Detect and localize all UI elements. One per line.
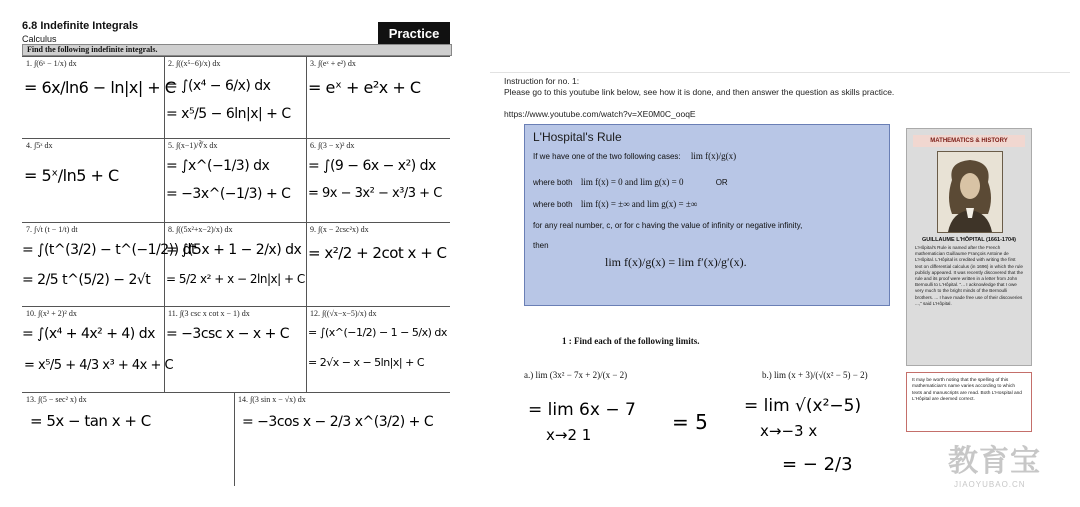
problem-text: 11. ∫(3 csc x cot x − 1) dx (168, 309, 250, 318)
handwritten-answer: = 6x/ln6 − ln|x| + C (24, 78, 176, 97)
watermark-chinese: 教育宝 (948, 445, 1041, 478)
rule-where-text: where both (533, 178, 573, 187)
handwritten-answer: = 9x − 3x² − x³/3 + C (308, 186, 442, 201)
note-body: It may be worth noting that the spelling of this mathematician's name varies according to which texts and manuscripts are read. Both L'Hospital and L'Hôpital are deemed correct. (912, 378, 1022, 403)
problem-text: 9. ∫(x − 2csc²x) dx (310, 225, 369, 234)
rule-formula: lim f(x)/g(x) = lim f′(x)/g′(x). (605, 255, 747, 269)
instruction-heading: Instruction for no. 1: (504, 76, 580, 86)
watermark-url: JIAOYUBAO.CN (954, 480, 1026, 489)
history-name: GUILLAUME L'HÔPITAL (1661-1704) (921, 237, 1016, 243)
handwritten-step: = ∫(x^(−1/2) − 1 − 5/x) dx (308, 326, 447, 339)
problem-text: 10. ∫(x² + 2)² dx (26, 309, 77, 318)
problem-text: 7. ∫√t (t − 1/t) dt (26, 225, 78, 234)
spelling-note (906, 372, 1032, 432)
handwritten-answer: = x²/2 + 2cot x + C (308, 244, 447, 262)
handwritten-step: = ∫(9 − 6x − x²) dx (308, 158, 436, 174)
handwritten-answer: = 5ˣ/ln5 + C (24, 166, 119, 185)
instruction-body: Please go to this youtube link below, see how it is done, and then answer the question as skills practice. (504, 87, 895, 97)
handwritten-step: = ∫x^(−1/3) dx (166, 158, 270, 174)
history-body: L'Hôpital's Rule is named after the French mathematician Guillaume François Antoine de L'Hôpital. L'Hôpital is credited with writing the first text on differential calculus (in 1696) in which the rule publicly appeared. It was recently discovered that the rule and its proof were written in a letter from John Bernoulli to L'Hôpital. "... I acknowledge that I owe very much to the bright minds of the Bernoulli brothers. ... I have made free use of their discoveries ...," said L'Hôpital. (915, 245, 1024, 306)
handwritten-answer: = x⁵/5 − 6ln|x| + C (166, 106, 291, 122)
instruction-text (504, 76, 894, 98)
watermark (948, 436, 1041, 489)
problem-text: 3. ∫(eˣ + e²) dx (310, 59, 356, 68)
problem-text: 12. ∫((√x−x−5)/x) dx (310, 309, 377, 318)
handwritten-b-limit: x→−3 x (760, 422, 818, 440)
problem-text: 1. ∫(6ˣ − 1/x) dx (26, 59, 77, 68)
handwritten-answer: = x⁵/5 + 4/3 x³ + 4x + C (24, 358, 174, 373)
handwritten-step: = ∫(x⁴ − 6/x) dx (166, 78, 271, 94)
integrals-worksheet (18, 16, 458, 496)
youtube-link[interactable]: https://www.youtube.com/watch?v=XE0M0C_ooqE (504, 109, 696, 119)
rule-zero-case: lim f(x) = 0 and lim g(x) = 0 (580, 177, 684, 187)
rule-then: then (533, 241, 549, 250)
rule-title: L'Hospital's Rule (533, 130, 622, 144)
worksheet-subtitle: Calculus (22, 34, 57, 44)
handwritten-a-limit: x→2 1 (546, 426, 592, 444)
handwritten-answer: = 5x − tan x + C (30, 412, 151, 430)
handwritten-answer: = −3cos x − 2/3 x^(3/2) + C (242, 414, 434, 430)
handwritten-a-step: = lim 6x − 7 (528, 400, 636, 420)
rule-condition: for any real number, c, or for c having the value of infinity or negative infinity, (533, 221, 803, 230)
rule-infinity-case: lim f(x) = ±∞ and lim g(x) = ±∞ (580, 199, 698, 209)
handwritten-answer: = 5/2 x² + x − 2ln|x| + C (166, 272, 305, 286)
handwritten-step: = ∫(t^(3/2) − t^(−1/2)) dt (22, 242, 196, 258)
handwritten-answer: = −3csc x − x + C (166, 326, 290, 342)
lhopital-portrait (937, 151, 1003, 233)
question-b: b.) lim (x + 3)/(√(x² − 5) − 2) (762, 370, 868, 380)
history-sidebar (906, 128, 1032, 366)
problem-grid (22, 56, 450, 486)
worksheet-title: 6.8 Indefinite Integrals (22, 20, 139, 32)
rule-case-text: If we have one of the two following cases: (533, 152, 681, 161)
problem-text: 6. ∫(3 − x)² dx (310, 141, 355, 150)
handwritten-b-step: = lim √(x²−5) (744, 396, 862, 416)
problem-text: 4. ∫5ˣ dx (26, 141, 53, 150)
rule-or: OR (715, 178, 728, 187)
handwritten-answer: = 2/5 t^(5/2) − 2√t (22, 272, 151, 288)
handwritten-a-result: = 5 (672, 410, 708, 434)
lhospital-rule-box (524, 124, 890, 306)
handwritten-b-result: = − 2/3 (782, 454, 853, 475)
question-heading: 1 : Find each of the following limits. (562, 336, 700, 346)
handwritten-step: = ∫(5x + 1 − 2/x) dx (166, 242, 302, 258)
question-a: a.) lim (3x² − 7x + 2)/(x − 2) (524, 370, 628, 380)
rule-where-text-2: where both (533, 200, 573, 209)
worksheet-instruction: Find the following indefinite integrals. (22, 44, 452, 56)
handwritten-step: = ∫(x⁴ + 4x² + 4) dx (22, 326, 155, 342)
handwritten-answer: = 2√x − x − 5ln|x| + C (308, 356, 424, 369)
problem-text: 14. ∫(3 sin x − √x) dx (238, 395, 306, 404)
handwritten-answer: = −3x^(−1/3) + C (166, 186, 291, 202)
problem-text: 13. ∫(5 − sec² x) dx (26, 395, 87, 404)
problem-text: 5. ∫(x−1)/∛x dx (168, 141, 218, 150)
problem-text: 2. ∫((x⁵−6)/x) dx (168, 59, 221, 68)
rule-case-math: lim f(x)/g(x) (690, 151, 737, 161)
problem-text: 8. ∫((5x²+x−2)/x) dx (168, 225, 233, 234)
handwritten-answer: = eˣ + e²x + C (308, 78, 421, 97)
history-title: MATHEMATICS & HISTORY (913, 135, 1025, 147)
practice-badge: Practice (378, 22, 450, 44)
